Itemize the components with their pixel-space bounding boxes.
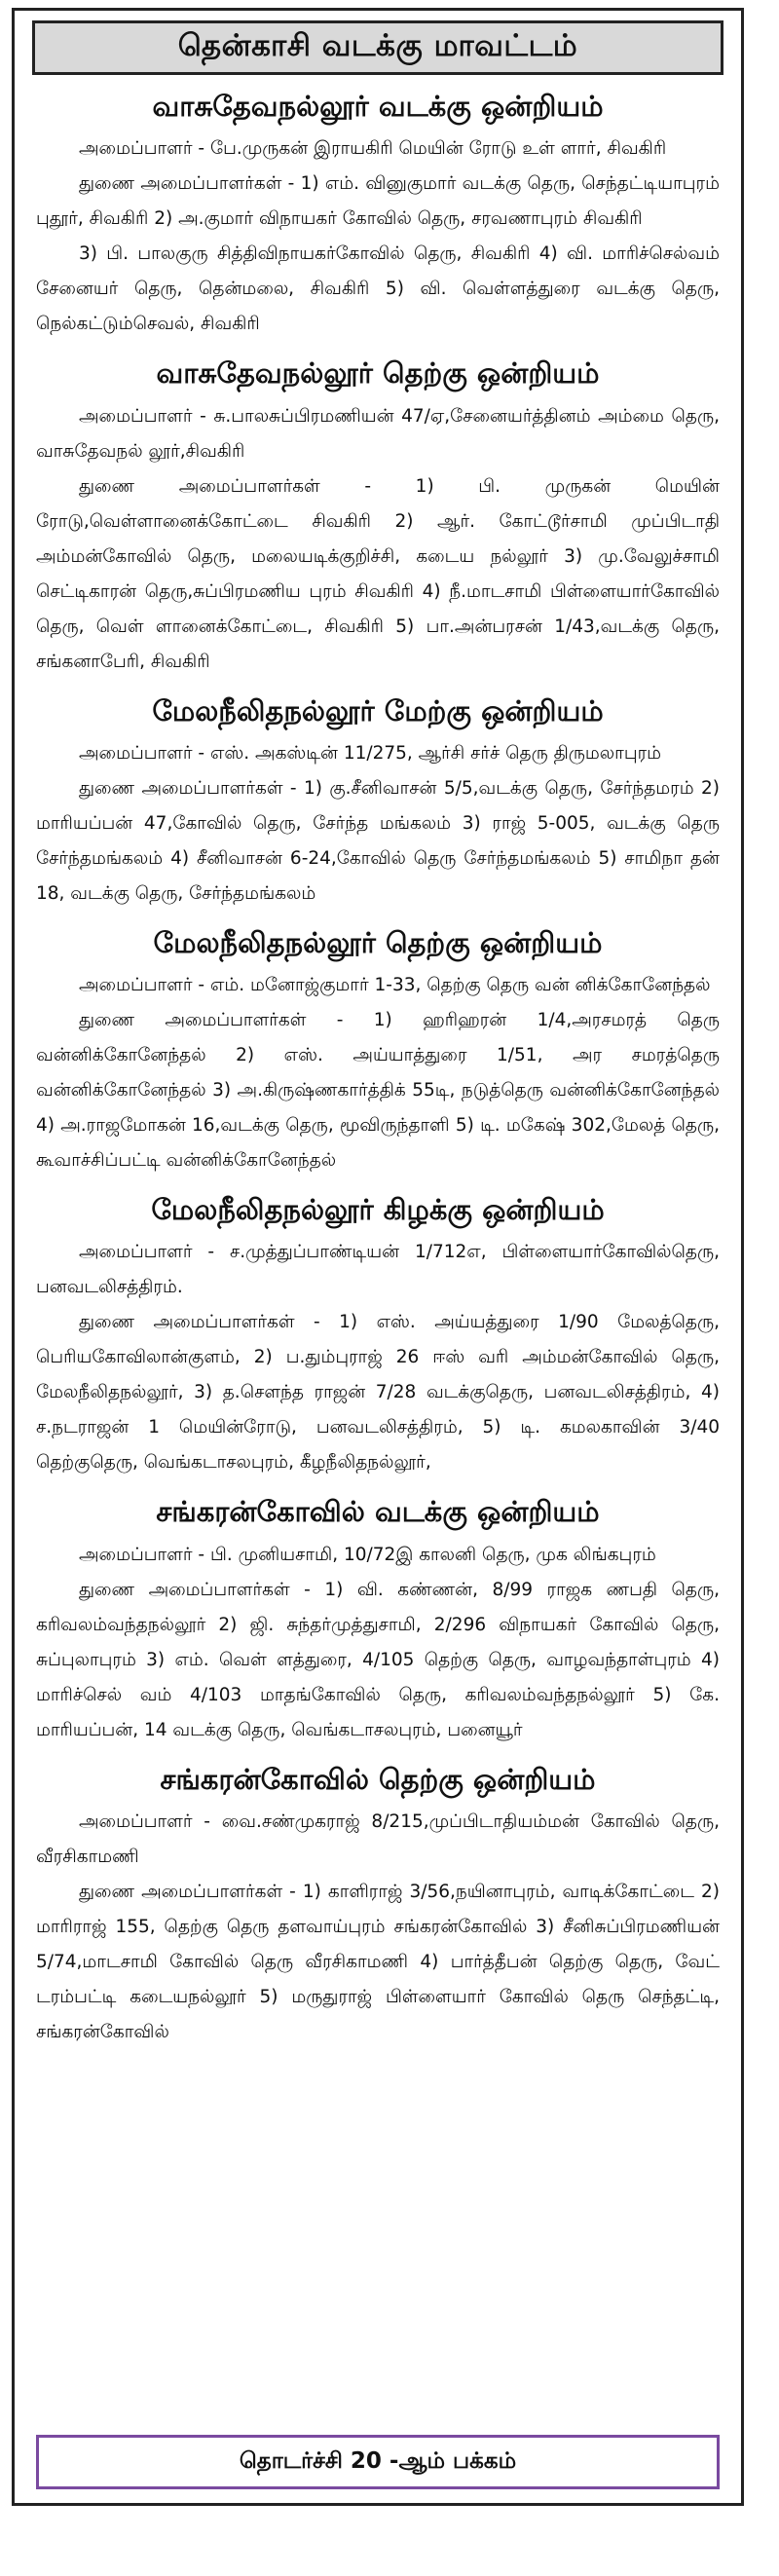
deputies-text: துணை அமைப்பாளர்கள் - 1) கு.சீனிவாசன் 5/5,வடக்கு தெரு, சேர்ந்தமரம் 2) மாரியப்பன் 47,கோவில் தெரு, சேர்ந்த மங்கலம் 3) ராஜ் 5-005, வடக்கு தெரு சேர்ந்தமங்கலம் 4) சீனிவாசன் 6-24,கோவில் தெரு சேர்ந்தமங்கலம் 5) சாமிநா தன் 18, வடக்கு தெரு, சேர்ந்தமங்கலம் — [36, 777, 720, 904]
organizer-text: அமைப்பாளர் - எம். மனோஜ்குமார் 1-33, தெற்கு தெரு வன் னிக்கோனேந்தல் — [79, 975, 711, 995]
organizer-text: அமைப்பாளர் - ச.முத்துப்பாண்டியன் 1/712எ, பிள்ளையார்கோவில்தெரு, பனவடலிசத்திரம். — [36, 1242, 720, 1298]
section-melaneelithanallur-west — [36, 693, 720, 912]
deputies-text: துணை அமைப்பாளர்கள் - 1) எஸ். அய்யத்துரை 1/90 மேலத்தெரு, பெரியகோவிலான்குளம், 2) ப.தும்புராஜ் 26 ஈஸ் வரி அம்மன்கோவில் தெரு, மேலநீலிதநல்லூர், 3) த.சௌந்த ராஜன் 7/28 வடக்குதெரு, பனவடலிசத்திரம், 4) ச.நடராஜன் 1 மெயின்ரோடு, பனவடலிசத்திரம், 5) டி. கமலகாவின் 3/40 தெற்குதெரு, வெங்கடாசலபுரம், கீழநீலிதநல்லூர், — [36, 1312, 720, 1474]
deputies-text: துணை அமைப்பாளர்கள் - 1) வி. கண்ணன், 8/99 ராஜக ணபதி தெரு, கரிவலம்வந்தநல்லூர் 2) ஜி. சுந்தர்முத்துசாமி, 2/296 விநாயகர் கோவில் தெரு, சுப்புலாபுரம் 3) எம். வெள் ளத்துரை, 4/105 தெற்கு தெரு, வாழவந்தாள்புரம் 4) மாரிச்செல் வம் 4/103 மாதங்கோவில் தெரு, கரிவலம்வந்தநல்லூர் 5) கே. மாரியப்பன், 14 வடக்கு தெரு, வெங்கடாசலபுரம், பனையூர் — [36, 1579, 720, 1740]
section-sankarankovil-north — [36, 1494, 720, 1747]
organizer-text: அமைப்பாளர் - சு.பாலசுப்பிரமணியன் 47/ஏ,சேனையர்த்தினம் அம்மை தெரு, வாசுதேவநல் லூர்,சிவகிரி — [36, 405, 720, 462]
section-title: சங்கரன்கோவில் வடக்கு ஒன்றியம் — [156, 1495, 600, 1529]
deputies-text-cont: 3) பி. பாலகுரு சித்திவிநாயகர்கோவில் தெரு, சிவகிரி 4) வி. மாரிச்செல்வம் சேனையர் தெரு, தென்மலை, சிவகிரி 5) வி. வெள்ளத்துரை வடக்கு தெரு, நெல்கட்டும்செவல், சிவகிரி — [36, 243, 720, 335]
organizer-text: அமைப்பாளர் - பே.முருகன் இராயகிரி மெயின் ரோடு உள் ளார், சிவகிரி — [79, 138, 667, 160]
section-vasudevanallur-south — [36, 355, 720, 679]
section-title: வாசுதேவநல்லூர் தெற்கு ஒன்றியம் — [156, 356, 600, 391]
section-title: மேலநீலிதநல்லூர் கிழக்கு ஒன்றியம் — [151, 1193, 605, 1226]
deputies-text: துணை அமைப்பாளர்கள் - 1) பி. முருகன் மெயின் ரோடு,வெள்ளானைக்கோட்டை சிவகிரி 2) ஆர். கோட்டூர்சாமி முப்பிடாதி அம்மன்கோவில் தெரு, மலையடிக்குறிச்சி, கடைய நல்லூர் 3) மு.வேலுச்சாமி செட்டிகாரன் தெரு,சுப்பிரமணிய புரம் சிவகிரி 4) நீ.மாடசாமி பிள்ளையார்கோவில் தெரு, வெள் ளானைக்கோட்டை, சிவகிரி 5) பா.அன்பரசன் 1/43,வடக்கு தெரு, சங்கனாபேரி, சிவகிரி — [36, 475, 720, 672]
section-title: சங்கரன்கோவில் தெற்கு ஒன்றியம் — [160, 1762, 596, 1796]
section-title: மேலநீலிதநல்லூர் தெற்கு ஒன்றியம் — [153, 925, 603, 959]
section-sankarankovil-south — [36, 1762, 720, 2050]
organizer-text: அமைப்பாளர் - எஸ். அகஸ்டின் 11/275, ஆர்சி சர்ச் தெரு திருமலாபுரம் — [79, 742, 662, 764]
newspaper-column — [12, 8, 744, 2506]
organizer-text: அமைப்பாளர் - வை.சண்முகராஜ் 8/215,முப்பிடாதியம்மன் கோவில் தெரு, வீரசிகாமணி — [36, 1811, 720, 1867]
deputies-text: துணை அமைப்பாளர்கள் - 1) ஹரிஹரன் 1/4,அரசமரத் தெரு வன்னிக்கோனேந்தல் 2) எஸ். அய்யாத்துரை 1/51, அர சமரத்தெரு வன்னிக்கோனேந்தல் 3) அ.கிருஷ்ணகார்த்திக் 55டி, நடுத்தெரு வன்னிக்கோனேந்தல் 4) அ.ராஜமோகன் 16,வடக்கு தெரு, மூவிருந்தாளி 5) டி. மகேஷ் 302,மேலத் தெரு, கூவாச்சிப்பட்டி வன்னிக்கோனேந்தல் — [36, 1010, 720, 1171]
section-title: மேலநீலிதநல்லூர் மேற்கு ஒன்றியம் — [152, 693, 604, 728]
section-title: வாசுதேவநல்லூர் வடக்கு ஒன்றியம் — [152, 90, 604, 123]
district-banner: தென்காசி வடக்கு மாவட்டம் — [32, 20, 723, 75]
organizer-text: அமைப்பாளர் - பி. முனியசாமி, 10/72இ காலனி தெரு, முக லிங்கபுரம் — [79, 1544, 656, 1565]
section-melaneelithanallur-south — [36, 925, 720, 1178]
deputies-text: துணை அமைப்பாளர்கள் - 1) எம். வினுகுமார் வடக்கு தெரு, செந்தட்டியாபுரம் புதூர், சிவகிரி 2) அ.குமார் விநாயகர் கோவில் தெரு, சரவணாபுரம் சிவகிரி — [36, 173, 720, 230]
deputies-text: துணை அமைப்பாளர்கள் - 1) காளிராஜ் 3/56,நயினாபுரம், வாடிக்கோட்டை 2) மாரிராஜ் 155, தெற்கு தெரு தளவாய்புரம் சங்கரன்கோவில் 3) சீனிசுப்பிரமணியன் 5/74,மாடசாமி கோவில் தெரு வீரசிகாமணி 4) பார்த்தீபன் தெற்கு தெரு, வேட் டரம்பட்டி கடையநல்லூர் 5) மருதுராஜ் பிள்ளையார் கோவில் தெரு செந்தட்டி, சங்கரன்கோவில் — [36, 1881, 720, 2042]
content — [15, 75, 741, 2050]
section-vasudevanallur-north — [36, 89, 720, 342]
continuation-note: தொடர்ச்சி 20 -ஆம் பக்கம் — [36, 2435, 720, 2489]
section-melaneelithanallur-east — [36, 1192, 720, 1480]
